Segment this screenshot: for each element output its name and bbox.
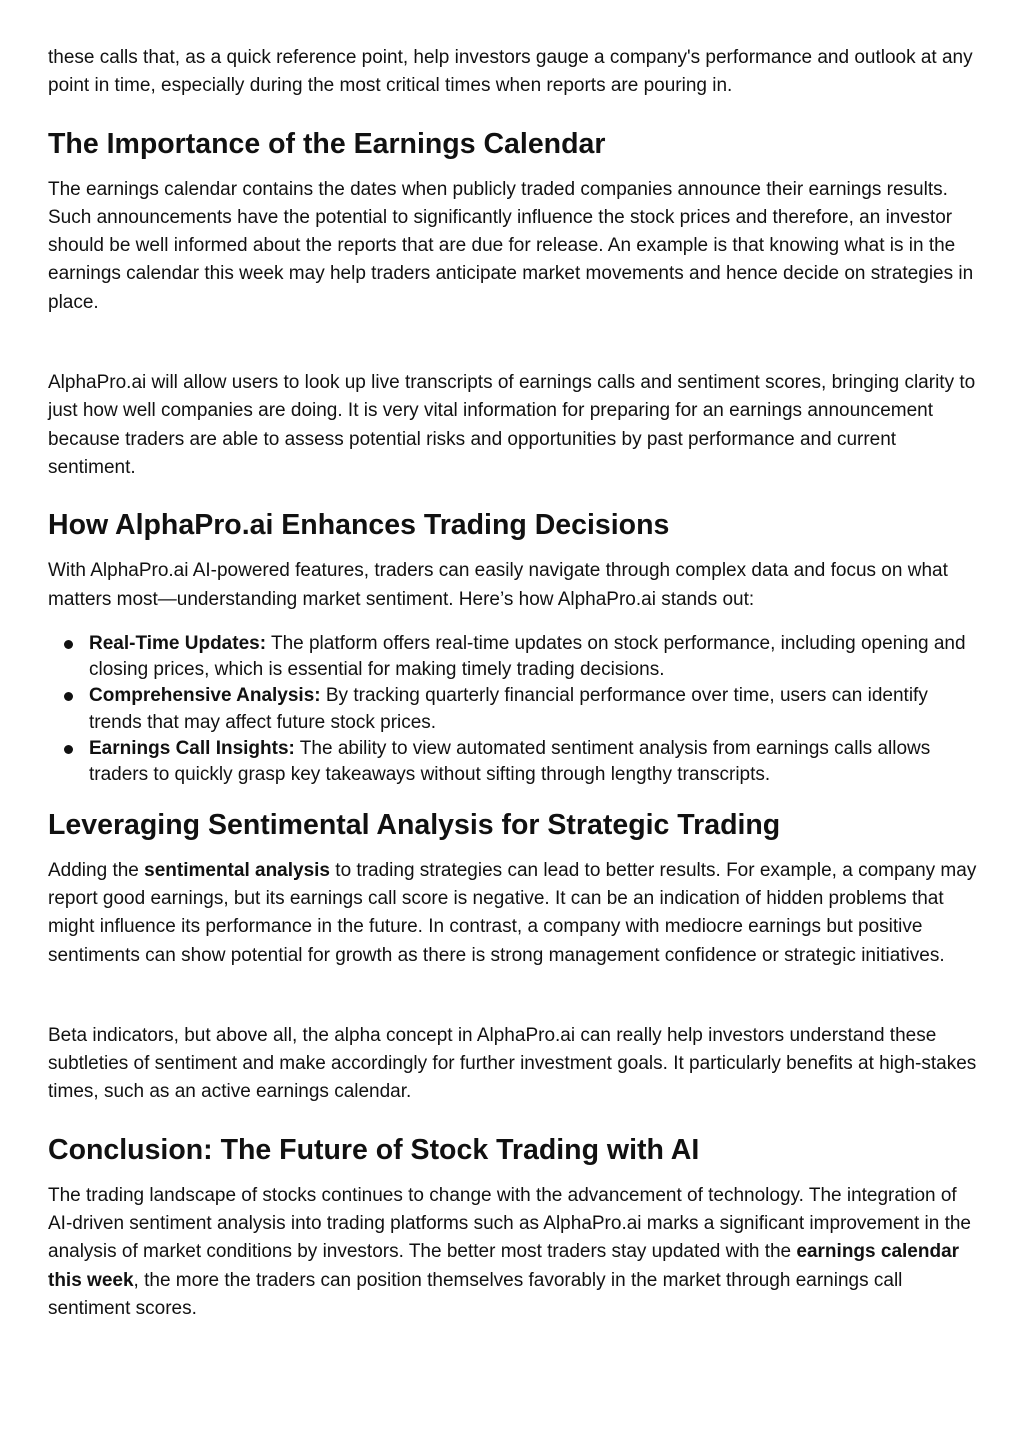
list-item: [48, 683, 978, 736]
list-item-text: The platform offers real-time updates on stock performance, including opening and closing prices, which is essential for making timely trading decisions.: [89, 632, 966, 681]
leveraging-paragraph-1-prefix: Adding the: [48, 859, 145, 881]
conclusion-paragraph-suffix: , the more the traders can position themselves favorably in the market through earnings call sentiment scores.: [48, 1269, 903, 1319]
list-item-label: Earnings Call Insights:: [89, 738, 295, 760]
leveraging-paragraph-1: [48, 857, 978, 970]
heading-enhances: How AlphaPro.ai Enhances Trading Decisions: [48, 509, 670, 542]
importance-paragraph-2: AlphaPro.ai will allow users to look up live transcripts of earnings calls and sentiment scores, bringing clarity to just how well companies are doing. It is very vital information for preparing for an earnings announcement because traders are able to assess potential risks and opportunities by past performance and current sentiment.: [48, 372, 976, 478]
feature-list: [48, 631, 978, 789]
bullet-icon: [64, 640, 73, 649]
leveraging-paragraph-1-bold: sentimental analysis: [144, 859, 331, 881]
leveraging-paragraph-2: Beta indicators, but above all, the alpha concept in AlphaPro.ai can really help investors understand these subtleties of sentiment and make accordingly for further investment goals. It particularly benefits at high-stakes times, such as an active earnings calendar.: [48, 1024, 977, 1103]
importance-paragraph-1: The earnings calendar contains the dates when publicly traded companies announce their earnings results. Such announcements have the potential to significantly influence the stock prices and therefore, an investor should be well informed about the reports that are due for release. An example is that knowing what is in the earnings calendar this week may help traders anticipate market movements and hence decide on strategies in place.: [48, 178, 974, 313]
heading-conclusion: Conclusion: The Future of Stock Trading with AI: [48, 1133, 700, 1166]
list-item-text: The ability to view automated sentiment analysis from earnings calls allows traders to quickly grasp key takeaways without sifting through lengthy transcripts.: [89, 738, 931, 786]
intro-paragraph: these calls that, as a quick reference point, help investors gauge a company's performance and outlook at any point in time, especially during the most critical times when reports are pouring in.: [48, 47, 973, 97]
list-item-label: Real-Time Updates:: [89, 632, 267, 654]
enhances-paragraph: With AlphaPro.ai AI-powered features, traders can easily navigate through complex data and focus on what matters most—understanding market sentiment. Here’s how AlphaPro.ai stands out:: [48, 560, 948, 610]
leveraging-paragraph-1-suffix: to trading strategies can lead to better results. For example, a company may report good earnings, but its earnings call score is negative. It can be an indication of hidden problems that might influence its performance in the future. In contrast, a company with mediocre earnings but positive sentiments can show potential for growth as there is strong management confidence or strategic initiatives.: [48, 859, 977, 966]
list-item-text: By tracking quarterly financial performance over time, users can identify trends that may affect future stock prices.: [89, 685, 928, 733]
list-item-label: Comprehensive Analysis:: [89, 685, 321, 707]
list-item: [48, 631, 978, 684]
heading-leveraging: Leveraging Sentimental Analysis for Strategic Trading: [48, 808, 781, 841]
bullet-icon: [64, 745, 73, 754]
conclusion-paragraph: [48, 1182, 978, 1323]
bullet-icon: [64, 692, 73, 701]
article-body: [48, 44, 978, 1323]
heading-importance: The Importance of the Earnings Calendar: [48, 127, 606, 160]
list-item: [48, 736, 978, 789]
conclusion-paragraph-bold: earnings calendar this week: [48, 1241, 960, 1291]
conclusion-paragraph-prefix: The trading landscape of stocks continues to change with the advancement of technology. The integration of AI-driven sentiment analysis into trading platforms such as AlphaPro.ai marks a significant improvement in the analysis of market conditions by investors. The better most traders stay updated with the: [48, 1184, 971, 1263]
